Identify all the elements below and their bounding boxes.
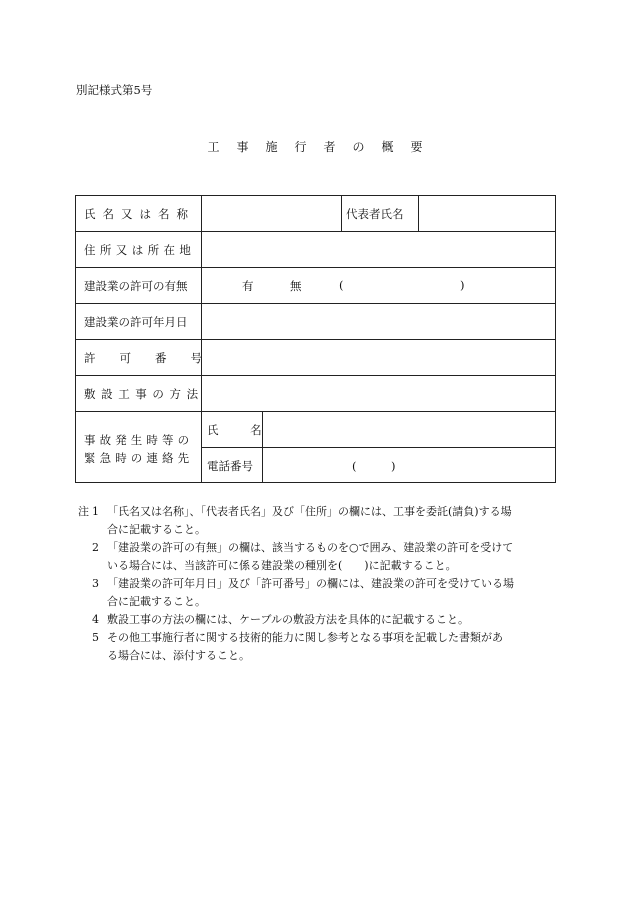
license-type-close-paren: ) xyxy=(460,278,465,292)
note-text: 敷設工事の方法の欄には、ケーブルの敷設方法を具体的に記載すること。 xyxy=(107,613,470,626)
representative-name-field[interactable] xyxy=(421,198,553,229)
notes-heading: 注 xyxy=(78,505,89,518)
emergency-name-field[interactable] xyxy=(266,414,554,445)
note-item xyxy=(78,575,558,611)
license-type-open-paren: ( xyxy=(339,278,344,292)
note-item xyxy=(78,503,558,539)
emergency-phone-label: 電話番号 xyxy=(207,459,253,473)
license-status-label: 建設業の許可の有無 xyxy=(84,279,188,293)
row-divider xyxy=(76,231,555,232)
row-divider xyxy=(76,339,555,340)
note-number: 2 xyxy=(92,541,99,554)
notes-section xyxy=(78,503,558,665)
license-no-option[interactable]: 無 xyxy=(290,279,302,293)
column-divider xyxy=(341,196,342,231)
column-divider xyxy=(201,196,202,482)
contractor-summary-form xyxy=(75,195,556,483)
emergency-phone-field[interactable]: ( ) xyxy=(352,459,396,473)
row-divider xyxy=(76,267,555,268)
note-number: 4 xyxy=(92,613,99,626)
note-text: る場合には、添付すること。 xyxy=(107,649,250,662)
row-divider xyxy=(76,411,555,412)
form-number: 別記様式第5号 xyxy=(76,83,153,97)
column-divider xyxy=(418,196,419,231)
emergency-contact-label-line2: 緊急時の連絡先 xyxy=(84,451,194,465)
note-text: いる場合には、当該許可に係る建設業の種別を( )に記載すること。 xyxy=(107,559,457,572)
note-item xyxy=(78,629,558,665)
license-number-label: 許可番号 xyxy=(84,351,226,365)
emergency-name-label: 氏 名 xyxy=(207,423,276,437)
note-number: 3 xyxy=(92,577,99,590)
license-date-field[interactable] xyxy=(204,306,554,337)
note-text: 「建設業の許可の有無」の欄は、該当するものを○で囲み、建設業の許可を受けて xyxy=(107,541,514,554)
note-text: 合に記載すること。 xyxy=(107,523,206,536)
note-text: 「建設業の許可年月日」及び「許可番号」の欄には、建設業の許可を受けている場 xyxy=(107,577,514,590)
title-text: 工事施行者の概要 xyxy=(207,140,440,154)
note-text: 「氏名又は名称」、「代表者氏名」及び「住所」の欄には、工事を委託(請負)する場 xyxy=(107,505,512,518)
row-divider xyxy=(76,303,555,304)
address-label: 住所又は所在地 xyxy=(84,243,196,257)
representative-name-label: 代表者氏名 xyxy=(346,207,404,221)
construction-method-label: 敷設工事の方法 xyxy=(84,387,204,401)
name-label xyxy=(84,206,196,222)
page-title xyxy=(0,138,630,155)
label-text: 氏名又は名称 xyxy=(84,207,195,221)
note-item xyxy=(78,611,558,629)
note-text: 合に記載すること。 xyxy=(107,595,206,608)
construction-method-field[interactable] xyxy=(204,378,554,409)
address-field[interactable] xyxy=(204,234,554,265)
license-date-label: 建設業の許可年月日 xyxy=(84,315,188,329)
note-number: 1 xyxy=(92,505,99,518)
emergency-contact-label-line1: 事故発生時等の xyxy=(84,433,194,447)
note-text: その他工事施行者に関する技術的能力に関し参考となる事項を記載した書類があ xyxy=(107,631,503,644)
license-number-field[interactable] xyxy=(204,342,554,373)
row-divider xyxy=(201,447,555,448)
note-number: 5 xyxy=(92,631,99,644)
license-yes-option[interactable]: 有 xyxy=(242,279,254,293)
row-divider xyxy=(76,375,555,376)
note-item xyxy=(78,539,558,575)
